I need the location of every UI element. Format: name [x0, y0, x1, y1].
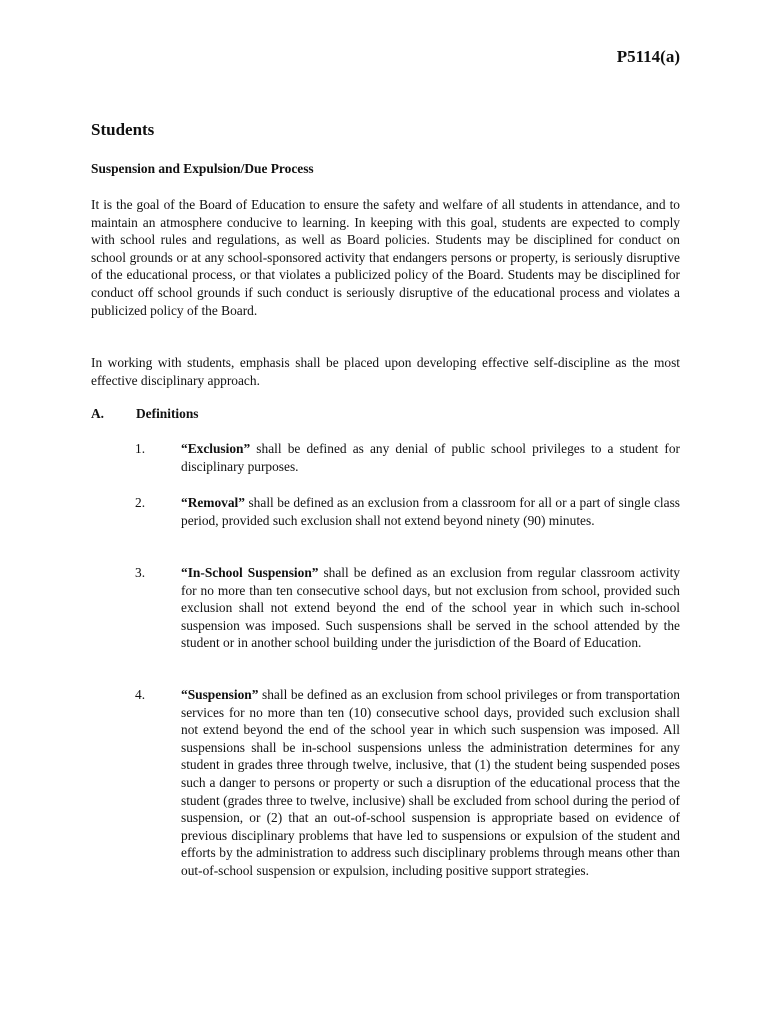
section-a-title: Definitions — [136, 406, 199, 421]
definition-text — [181, 686, 680, 880]
definition-description: shall be defined as any denial of public school privileges to a student for disciplinary purposes. — [181, 441, 680, 474]
definition-term: “In-School Suspension” — [181, 565, 319, 580]
section-a-letter: A. — [91, 406, 105, 421]
definition-number: 3. — [135, 565, 146, 580]
definition-description: shall be defined as an exclusion from regular classroom activity for no more than ten consecutive school days, but not exclusion from school, provided such exclusion shall not extend beyond the end of the school year in which such in-school suspension was imposed. Such suspensions shall be served in the school attended by the student or in another school building under the jurisdiction of the Board of Education. — [181, 565, 680, 651]
page-subtitle: Suspension and Expulsion/Due Process — [91, 161, 314, 176]
definition-term: “Suspension” — [181, 687, 259, 702]
definition-text — [181, 440, 680, 475]
definition-number: 2. — [135, 495, 146, 510]
page-title: Students — [91, 120, 155, 139]
section-a-heading — [91, 405, 199, 423]
definition-number: 1. — [135, 441, 146, 456]
definition-number: 4. — [135, 687, 146, 702]
definition-description: shall be defined as an exclusion from school privileges or from transportation services for no more than ten (10) consecutive school days, provided such exclusion shall not extend beyond the end of the school year in which such suspension was imposed. All suspensions shall be in-school suspensions unless the administration determines for any student in grades three through twelve, inclusive, that (1) the student being suspended poses such a danger to persons or property or such a disruption of the educational process that the student (grades three to twelve, inclusive) shall be excluded from school during the period of suspension, or (2) that an out-of-school suspension is appropriate based on evidence of previous disciplinary problems that have led to suspensions or expulsion of the student and efforts by the administration to address such disciplinary problems through means other than out-of-school suspension or expulsion, including positive support strategies. — [181, 687, 680, 878]
discipline-paragraph: In working with students, emphasis shall be placed upon developing effective self-discipline as the most effective disciplinary approach. — [91, 355, 680, 388]
definition-description: shall be defined as an exclusion from a classroom for all or a part of single class period, provided such exclusion shall not extend beyond ninety (90) minutes. — [181, 495, 680, 528]
policy-code: P5114(a) — [616, 47, 680, 66]
intro-paragraph: It is the goal of the Board of Education to ensure the safety and welfare of all students in attendance, and to maintain an atmosphere conducive to learning. In keeping with this goal, students are expected to comply with school rules and regulations, as well as Board policies. Students may be disciplined for conduct on school grounds or at any school-sponsored activity that endangers persons or property, is seriously disruptive of the educational process, or that violates a publicized policy of the Board. Students may be disciplined for conduct off school grounds if such conduct is seriously disruptive of the educational process and violates a publicized policy of the Board. — [91, 197, 680, 318]
definition-text — [181, 564, 680, 652]
definition-text — [181, 494, 680, 529]
definition-term: “Exclusion” — [181, 441, 251, 456]
definition-term: “Removal” — [181, 495, 245, 510]
